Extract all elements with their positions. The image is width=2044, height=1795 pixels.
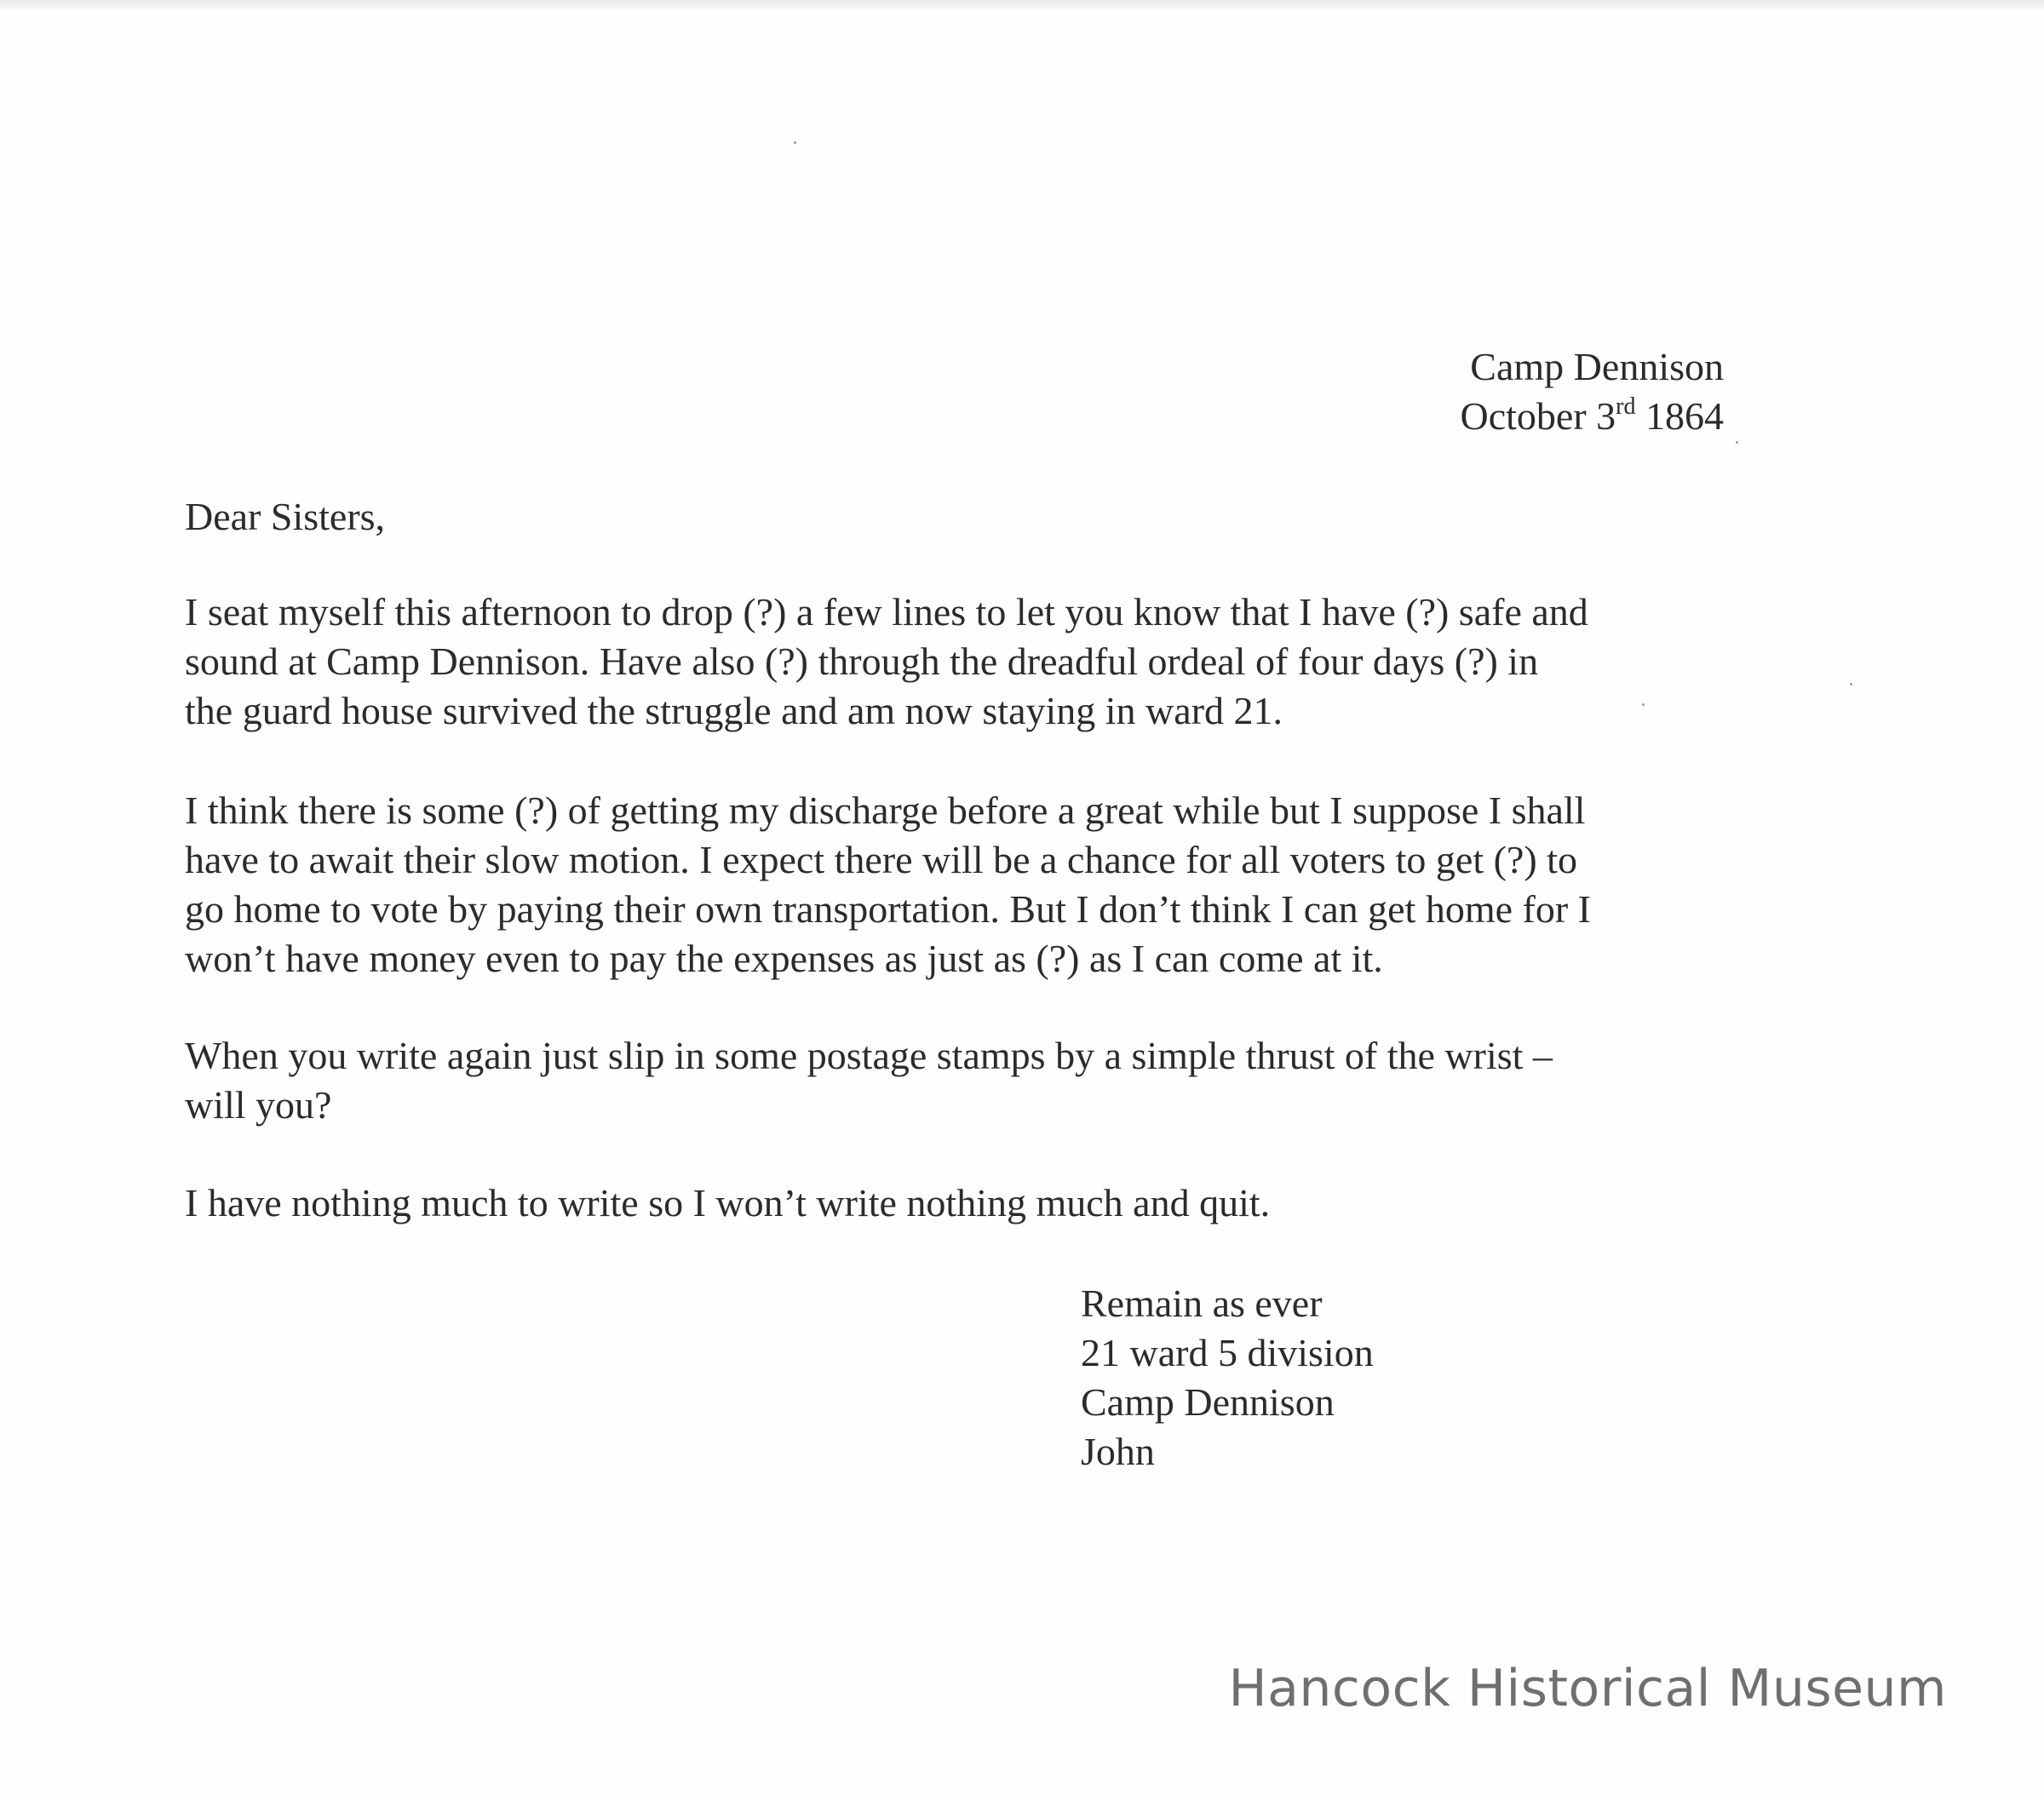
- letter-paragraph: [185, 1031, 1735, 1130]
- letter-salutation: Dear Sisters,: [185, 495, 386, 538]
- letter-line: When you write again just slip in some postage stamps by a simple thrust of the wrist –: [185, 1034, 1553, 1077]
- letter-line: the guard house survived the struggle and am now staying in ward 21.: [185, 689, 1283, 732]
- letter-line: go home to vote by paying their own transportation. But I don’t think I can get home for I: [185, 887, 1591, 931]
- letter-place: Camp Dennison: [1470, 345, 1724, 388]
- paper-speck: [1850, 683, 1852, 685]
- letter-line: I think there is some (?) of getting my discharge before a great while but I suppose I shall: [185, 789, 1586, 832]
- letter-date-month-day: October 3: [1460, 394, 1616, 438]
- closing-line: 21 ward 5 division: [1081, 1331, 1374, 1374]
- paper-speck: [794, 141, 796, 144]
- letter-date-suffix: rd: [1616, 393, 1636, 420]
- letter-line: won’t have money even to pay the expenses as just as (?) as I can come at it.: [185, 937, 1383, 980]
- scan-edge-shadow: [0, 0, 2044, 12]
- letter-line: sound at Camp Dennison. Have also (?) through the dreadful ordeal of four days (?) in: [185, 639, 1539, 683]
- letter-line: I have nothing much to write so I won’t write nothing much and quit.: [185, 1181, 1271, 1224]
- letter-paragraph: [185, 1179, 1735, 1228]
- letter-line: have to await their slow motion. I expect there will be a chance for all voters to get (?) to: [185, 838, 1577, 881]
- letter-paragraph: [185, 588, 1735, 736]
- letter-closing: [1081, 1279, 1374, 1477]
- museum-watermark: Hancock Historical Museum: [1228, 1659, 1947, 1718]
- letter-line: will you?: [185, 1083, 332, 1127]
- letter-heading: [1461, 342, 1724, 441]
- letter-line: I seat myself this afternoon to drop (?) a few lines to let you know that I have (?) safe and: [185, 590, 1588, 634]
- letter-date-year: 1864: [1635, 394, 1724, 438]
- signature-name: John: [1081, 1430, 1155, 1473]
- closing-line: Remain as ever: [1081, 1282, 1323, 1325]
- letter-date: [1461, 392, 1724, 441]
- paper-speck: [1736, 441, 1738, 444]
- closing-line: Camp Dennison: [1081, 1380, 1335, 1424]
- letter-paragraph: [185, 786, 1735, 984]
